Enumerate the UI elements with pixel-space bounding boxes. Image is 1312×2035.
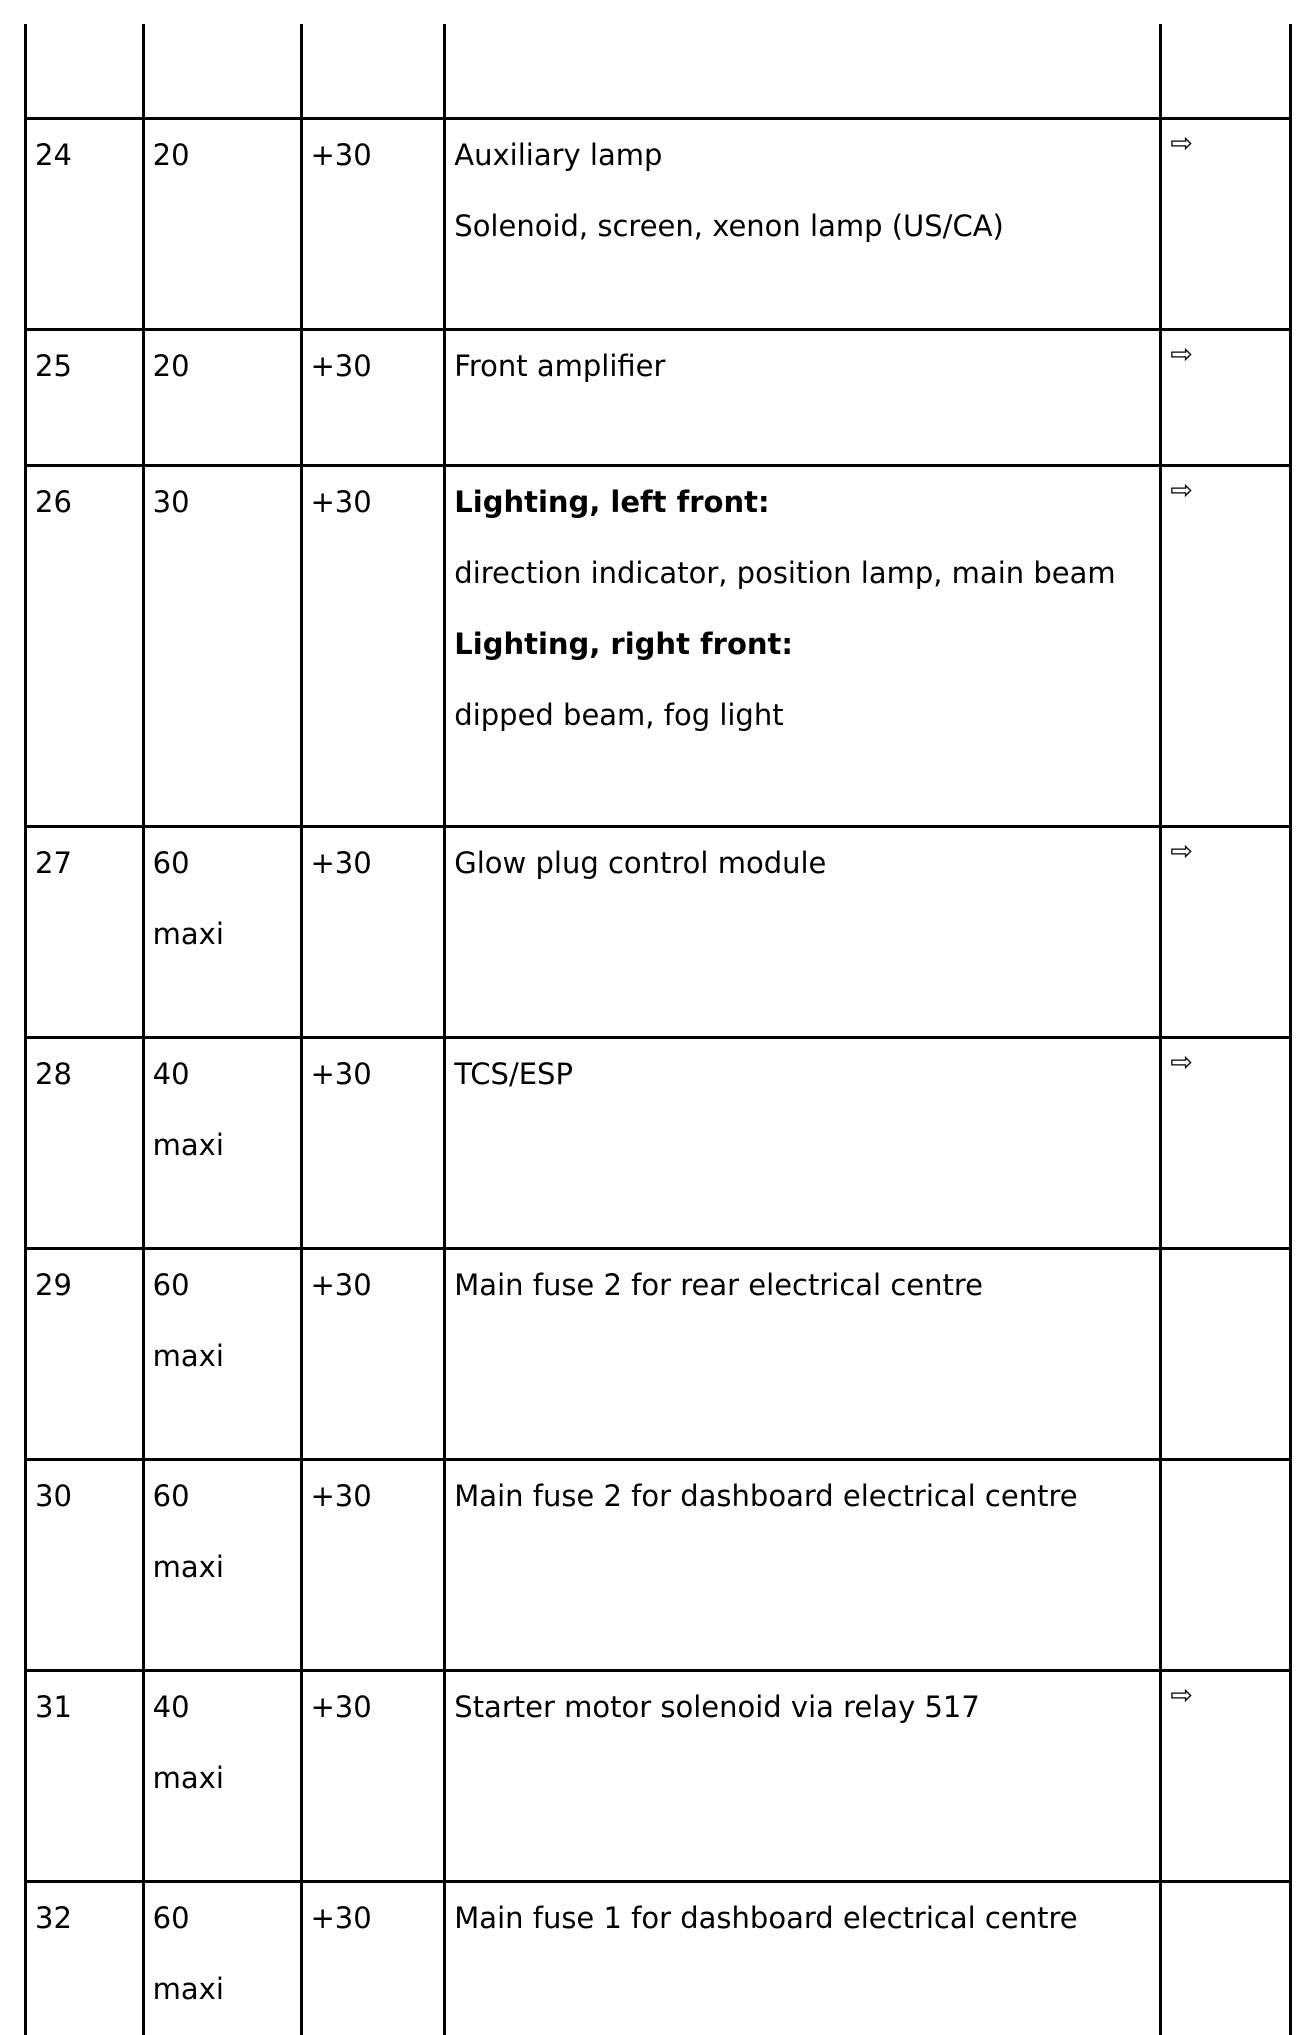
description-line: TCS/ESP [454,1039,1149,1110]
fuse-terminal-cell [301,1882,445,2035]
fuse-terminal-cell [301,1671,445,1882]
fuse-description-cell [445,466,1161,827]
fuse-terminal-cell [301,119,445,330]
fuse-terminal-cell [301,330,445,466]
fuse-terminal-cell [301,1038,445,1249]
fuse-terminal-cell [301,466,445,827]
fuse-type: maxi [153,1954,290,2025]
fuse-number: 27 [35,828,132,899]
fuse-link-cell [1161,1460,1291,1671]
fuse-rating-cell [143,1460,301,1671]
fuse-table-body [26,24,1291,2035]
fuse-number-cell [26,1882,144,2035]
table-row [26,466,1291,827]
fuse-rating-cell [143,1249,301,1460]
fuse-rating-cell [143,24,301,119]
fuse-description-cell [445,119,1161,330]
fuse-rating: 40 [153,1672,290,1743]
fuse-link-cell[interactable] [1161,466,1291,827]
right-arrow-outline-icon[interactable]: ⇨ [1170,1039,1279,1083]
table-row [26,330,1291,466]
fuse-terminal: +30 [311,1883,434,1954]
fuse-number-cell [26,1249,144,1460]
fuse-rating-cell [143,1671,301,1882]
table-row [26,827,1291,1038]
fuse-rating-cell [143,1882,301,2035]
fuse-rating: 20 [153,120,290,191]
table-row [26,1249,1291,1460]
fuse-rating-cell [143,119,301,330]
table-row [26,1671,1291,1882]
fuse-rating-cell [143,466,301,827]
fuse-description-cell [445,827,1161,1038]
description-line: Main fuse 1 for dashboard electrical centre [454,1883,1149,1954]
description-line: Main fuse 2 for rear electrical centre [454,1250,1149,1321]
right-arrow-outline-icon[interactable]: ⇨ [1170,1672,1279,1716]
fuse-terminal: +30 [311,1250,434,1321]
fuse-number-cell [26,1460,144,1671]
table-row-continued [26,24,1291,119]
fuse-link-cell[interactable] [1161,1671,1291,1882]
fuse-number: 24 [35,120,132,191]
fuse-description-cell [445,1038,1161,1249]
fuse-type: maxi [153,1321,290,1392]
description-heading: Lighting, left front: [454,467,1149,538]
right-arrow-outline-icon[interactable]: ⇨ [1170,467,1279,511]
fuse-rating: 40 [153,1039,290,1110]
description-heading: Lighting, right front: [454,609,1149,680]
table-row [26,1038,1291,1249]
fuse-number-cell [26,1038,144,1249]
fuse-link-cell[interactable] [1161,330,1291,466]
right-arrow-outline-icon[interactable]: ⇨ [1170,331,1279,375]
fuse-terminal: +30 [311,467,434,538]
fuse-link-cell[interactable] [1161,119,1291,330]
fuse-number-cell [26,1671,144,1882]
fuse-number-cell [26,330,144,466]
fuse-table [24,24,1292,2035]
fuse-description-cell [445,24,1161,119]
fuse-number: 30 [35,1461,132,1532]
right-arrow-outline-icon[interactable]: ⇨ [1170,828,1279,872]
fuse-terminal: +30 [311,1461,434,1532]
fuse-rating-cell [143,330,301,466]
fuse-terminal-cell [301,827,445,1038]
fuse-number: 32 [35,1883,132,1954]
fuse-description-cell [445,1460,1161,1671]
fuse-type: maxi [153,1743,290,1814]
fuse-terminal: +30 [311,1672,434,1743]
fuse-rating: 60 [153,1250,290,1321]
fuse-rating: 60 [153,1461,290,1532]
fuse-terminal-cell [301,1249,445,1460]
fuse-link-cell[interactable] [1161,1038,1291,1249]
fuse-rating: 60 [153,1883,290,1954]
table-row [26,1882,1291,2035]
fuse-link-cell [1161,1249,1291,1460]
fuse-number: 31 [35,1672,132,1743]
description-line: Solenoid, screen, xenon lamp (US/CA) [454,191,1149,262]
fuse-terminal-cell [301,1460,445,1671]
right-arrow-outline-icon[interactable]: ⇨ [1170,120,1279,164]
fuse-terminal: +30 [311,331,434,402]
fuse-rating: 20 [153,331,290,402]
fuse-number: 29 [35,1250,132,1321]
fuse-type: maxi [153,1532,290,1603]
fuse-number: 25 [35,331,132,402]
table-row [26,1460,1291,1671]
fuse-link-cell [1161,1882,1291,2035]
fuse-terminal-cell [301,24,445,119]
description-line: Glow plug control module [454,828,1149,899]
fuse-rating: 30 [153,467,290,538]
fuse-type: maxi [153,899,290,970]
fuse-link-cell[interactable] [1161,827,1291,1038]
fuse-number-cell [26,119,144,330]
fuse-terminal: +30 [311,828,434,899]
fuse-type: maxi [153,1110,290,1181]
description-line: direction indicator, position lamp, main beam [454,538,1149,609]
fuse-number-cell [26,24,144,119]
fuse-description-cell [445,1249,1161,1460]
fuse-rating-cell [143,827,301,1038]
fuse-number: 26 [35,467,132,538]
fuse-terminal: +30 [311,1039,434,1110]
fuse-number: 28 [35,1039,132,1110]
fuse-description-cell [445,1671,1161,1882]
fuse-rating: 60 [153,828,290,899]
description-line: Starter motor solenoid via relay 517 [454,1672,1149,1743]
fuse-description-cell [445,1882,1161,2035]
description-line: Front amplifier [454,331,1149,402]
description-line: Auxiliary lamp [454,120,1149,191]
fuse-description-cell [445,330,1161,466]
fuse-rating-cell [143,1038,301,1249]
fuse-number-cell [26,827,144,1038]
fuse-number-cell [26,466,144,827]
fuse-terminal: +30 [311,120,434,191]
description-line: Main fuse 2 for dashboard electrical centre [454,1461,1149,1532]
table-row [26,119,1291,330]
description-line: dipped beam, fog light [454,680,1149,751]
fuse-link-cell [1161,24,1291,119]
